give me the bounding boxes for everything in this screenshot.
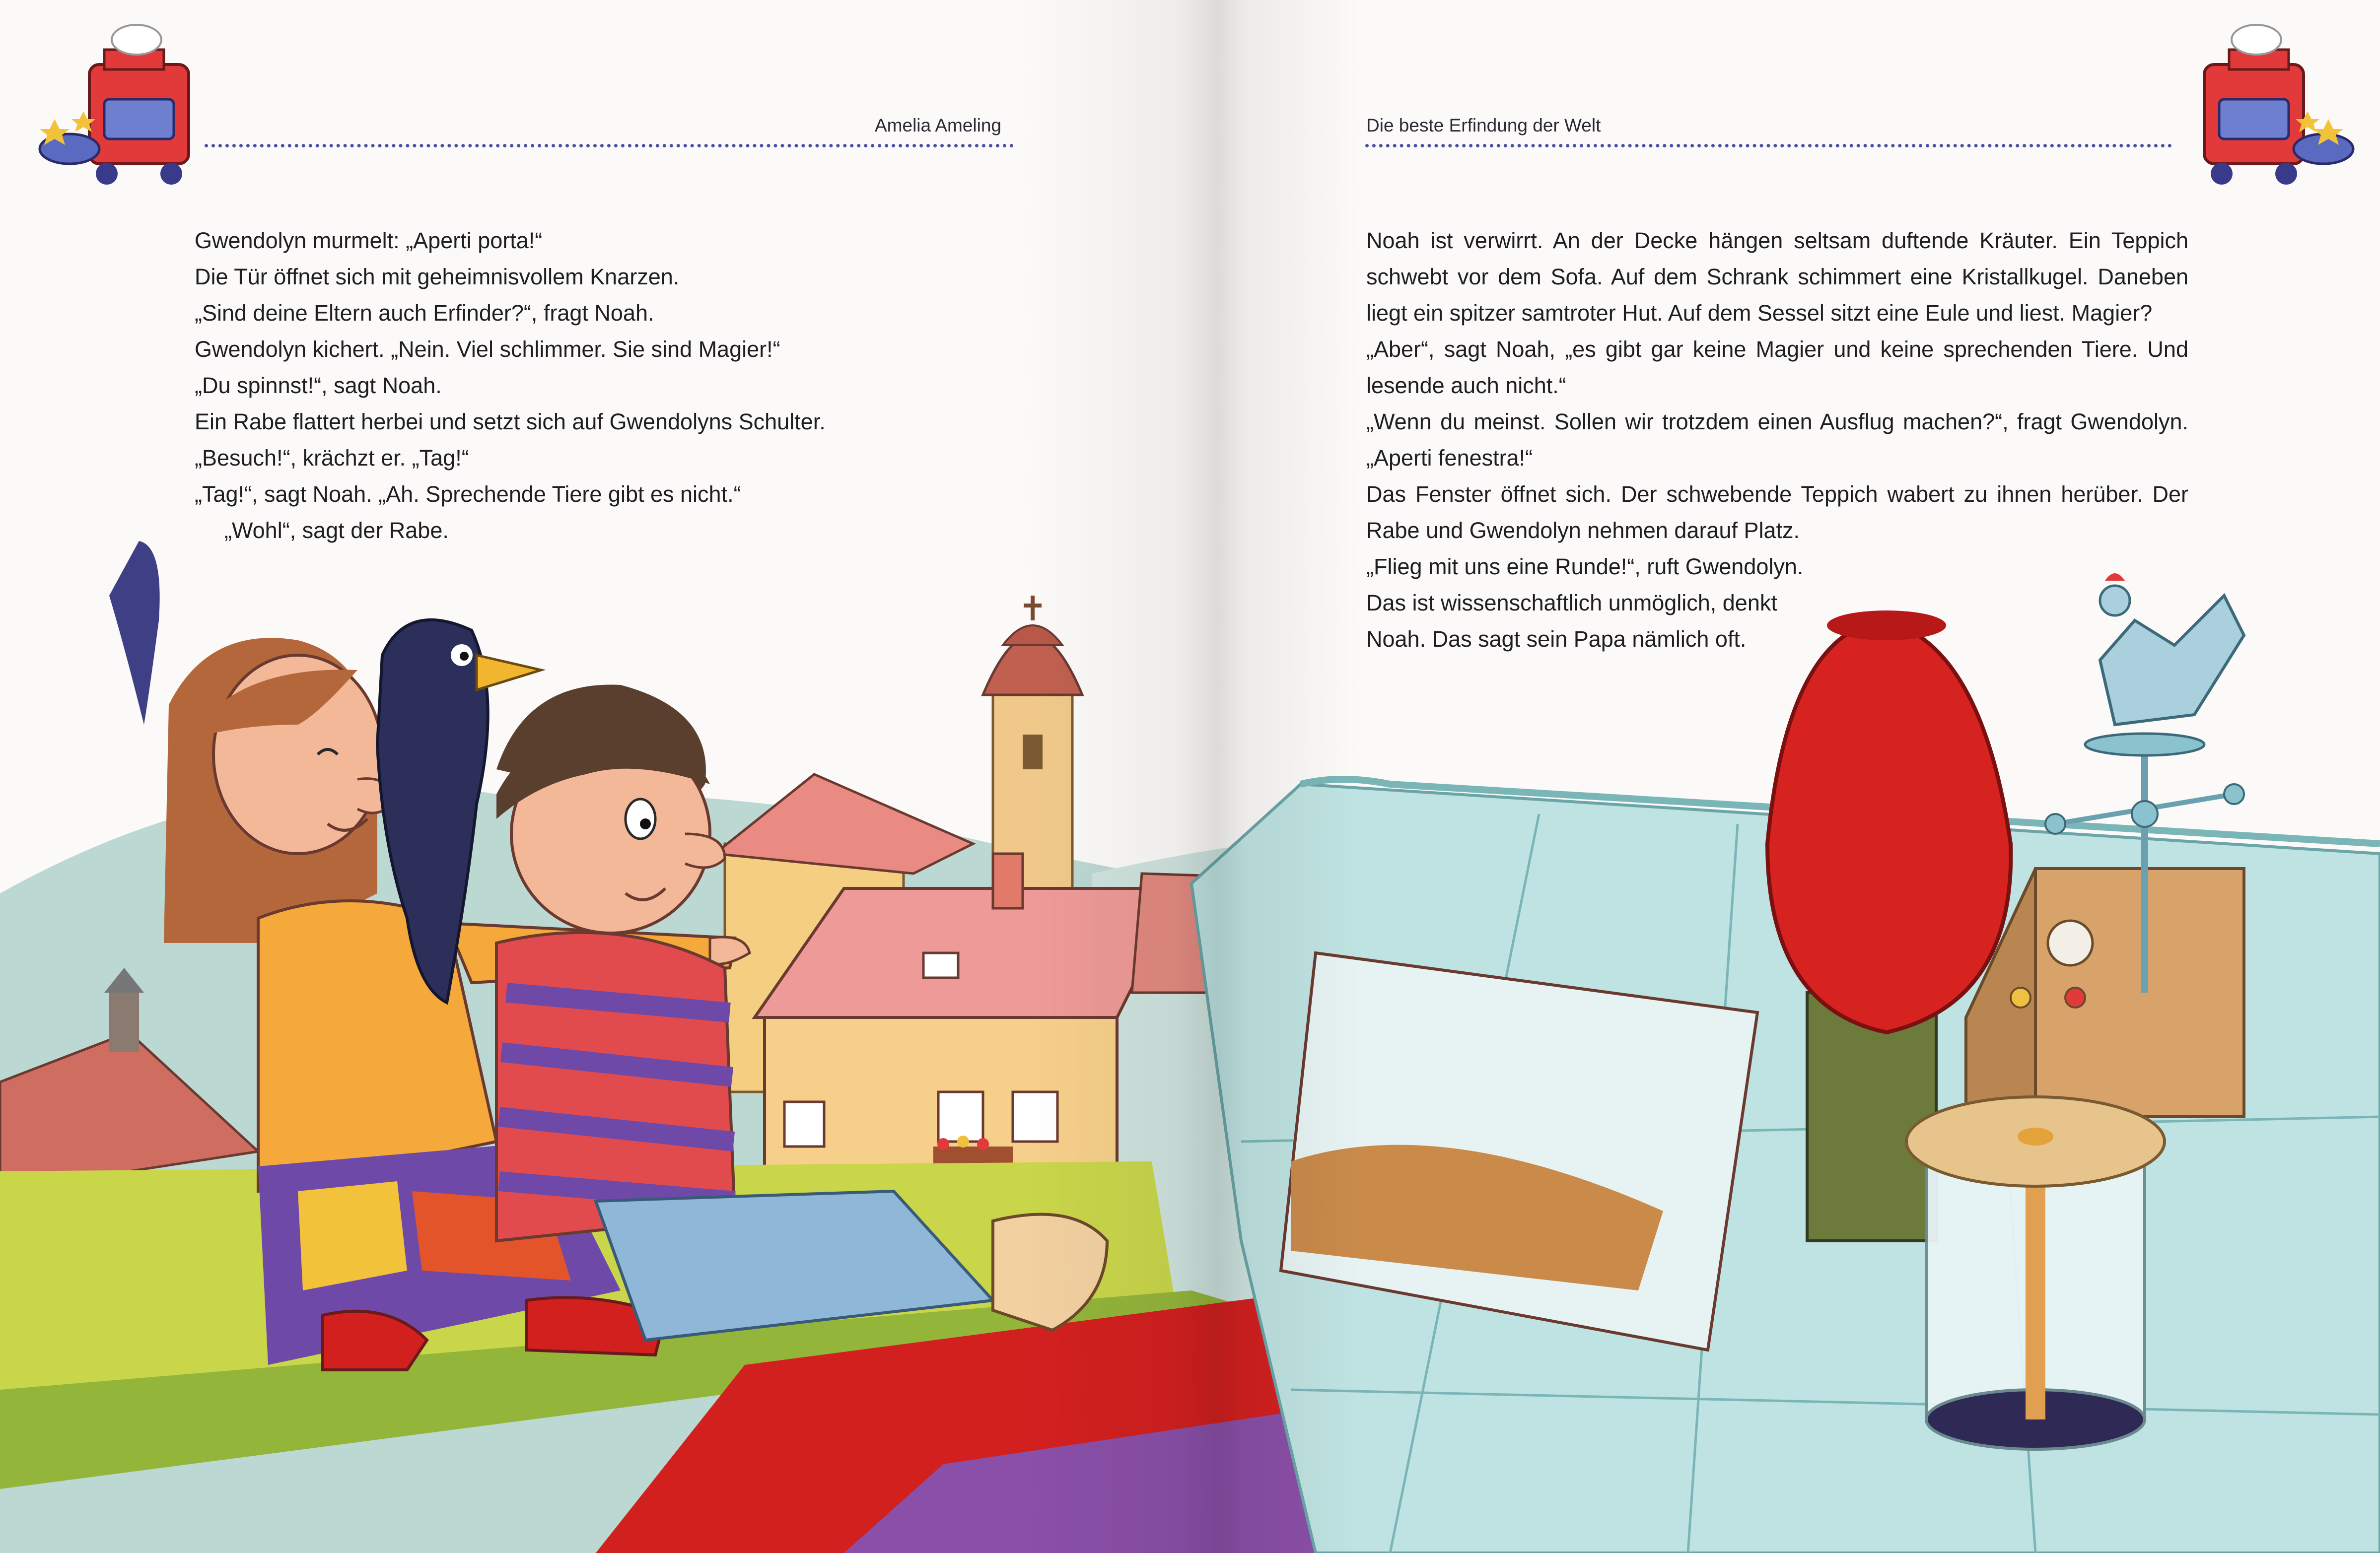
paragraph: Gwendolyn kichert. „Nein. Viel schlimmer. Sie sind Magier!“ [195, 337, 780, 362]
paragraph: „Wenn du meinst. Sollen wir trotzdem einen Ausflug machen?“, fragt Gwendolyn. „Aperti fenestra!“ [1366, 409, 2188, 471]
oven-robot-icon [30, 15, 213, 194]
dotted-rule-right [1365, 144, 2172, 147]
paragraph: Das ist wissenschaftlich unmöglich, denkt [1366, 590, 1777, 615]
paragraph: Das Fenster öffnet sich. Der schwebende Teppich wabert zu ihnen herüber. Der Rabe und Gwendolyn nehmen darauf Platz. [1366, 481, 2188, 543]
paragraph: Ein Rabe flattert herbei und setzt sich auf Gwendolyns Schulter. [195, 409, 826, 434]
paragraph: „Du spinnst!“, sagt Noah. [195, 373, 442, 398]
dotted-rule-left [205, 144, 1014, 147]
paragraph: „Wohl“, sagt der Rabe. [224, 518, 449, 543]
paragraph: „Tag!“, sagt Noah. „Ah. Sprechende Tiere gibt es nicht.“ [195, 481, 741, 507]
paragraph: Noah ist verwirrt. An der Decke hängen seltsam duftende Kräuter. Ein Teppich schwebt vor dem Sofa. Auf dem Schrank schimmert eine Kristallkugel. Daneben liegt ein spitzer samtroter Hut. Auf dem Sessel sitzt eine Eule und liest. Magier? [1366, 228, 2188, 326]
paragraph: Gwendolyn murmelt: „Aperti porta!“ [195, 228, 543, 253]
paragraph: „Aber“, sagt Noah, „es gibt gar keine Magier und keine sprechenden Tiere. Und lesende auch nicht.“ [1366, 337, 2188, 398]
oven-robot-icon [2179, 15, 2363, 194]
paragraph: Die Tür öffnet sich mit geheimnisvollem Knarzen. [195, 264, 680, 289]
running-head-title: Die beste Erfindung der Welt [1366, 115, 1601, 135]
stool-tube [1906, 1097, 2165, 1449]
left-page-text [195, 222, 949, 548]
right-page-text [1366, 222, 2188, 657]
paragraph: „Sind deine Eltern auch Erfinder?“, fragt Noah. [195, 300, 654, 326]
running-head-author: Amelia Ameling [875, 115, 1002, 135]
paragraph: „Flieg mit uns eine Runde!“, ruft Gwendolyn. [1366, 554, 1804, 579]
paragraph: „Besuch!“, krächzt er. „Tag!“ [195, 445, 469, 471]
paragraph: Noah. Das sagt sein Papa nämlich oft. [1366, 626, 1747, 652]
